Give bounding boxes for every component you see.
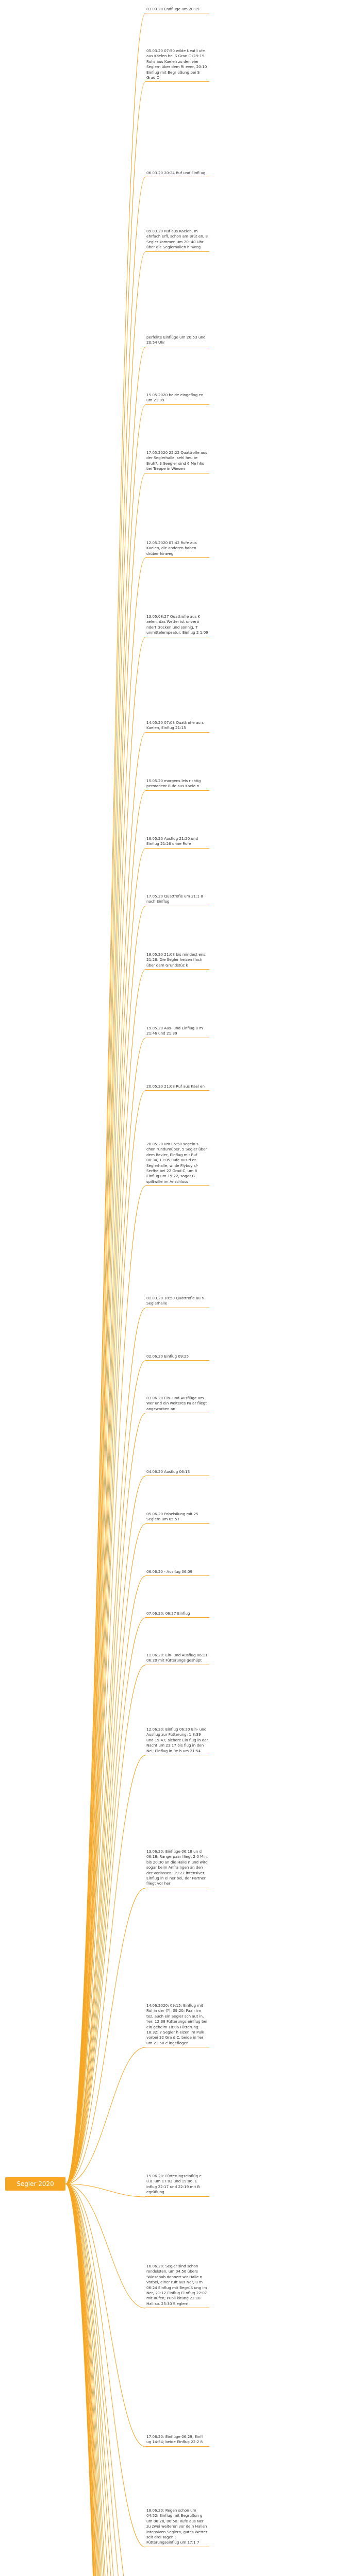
branch-entry[interactable]: 18.05.20 21:08 bis mindest ens. 21:26: Die Segler heizen flach über dem Grundstüc k: [145, 952, 209, 970]
branch-entry[interactable]: 18.06.20: Regen schon um 04:52; Einflug mit Begrüßun g um 06:28, 06:50: Rufe aus Ner zu zwei weiteren vor de n Hallen intensiven Seglern, gutes Wetter seit drei Tagen ; Fütterungseinflug um 17:1 7: [145, 2507, 209, 2547]
branch-entry[interactable]: 14.05.20 07:08 Quattrofle au s Kaelen, Einflug 21:15: [145, 720, 209, 733]
branch-entry[interactable]: perfekte Einflüge um 20:53 und 20:54 Uhr: [145, 334, 209, 347]
branch-entry[interactable]: 15.05.2020 beide eingeflog en um 21:09: [145, 392, 209, 405]
branch-entry[interactable]: 12.06.20: Einflug 06:20 Ein- und Ausflug zur Fütterung: 1 8:39 und 19:47; sichere Ein flug in der Nacht um 21:17 bis flug in den Nei; Einflug in Re h um 21:54: [145, 1726, 209, 1755]
branch-entry[interactable]: 20.05.20 21:08 Ruf aus Kael en: [145, 1083, 209, 1091]
branch-entry[interactable]: 17.05.2020 22:22 Quattrofle aus der Seglerhalle, sehl heu te Bruh?, 3 Seegler sind 6 Me hhs bei Treppe in Wiesen: [145, 450, 209, 473]
branch-entry[interactable]: 02.06.20 Einflug 09:25: [145, 1353, 209, 1361]
branch-entry[interactable]: 16.05.20 Ausflug 21:20 und Einflug 21:26 ohne Rufe: [145, 836, 209, 849]
branch-entry[interactable]: 13.06.20: Einflüge 06:18 un d 06:18; Rangerpaar fliegt 2 0 Min. bis 20:30 an die Halle n und wird sogar beim Anfra ngen an den der verlassen; 19:27 intensiver Einflug in ei ner bei, der Partner fliegt vor her: [145, 1849, 209, 1888]
branch-entry[interactable]: 13.05.08:27 Quattrofle aus K aelen, das Wetter ist unverä ndert trocken und sonnig, T unmittelempeatur, Einflug 2 1.09: [145, 614, 209, 637]
branch-entry[interactable]: 11.06.20: Ein- und Ausflug 06:11 06:20 mit Fütterungs geshüpt: [145, 1652, 209, 1665]
branch-entry[interactable]: 01.03.20 18:50 Quattrofle au s Seglerhalle: [145, 1295, 209, 1308]
branch-entry[interactable]: 17.06.20: Einflüge 06:29, Einfl ug 14:54; beide Einflug 22:2 8: [145, 2434, 209, 2447]
branch-entry[interactable]: 12.05.2020 07:42 Rufe aus Kaelen, die anderen haben drüber hinweg: [145, 540, 209, 558]
branch-entry[interactable]: 03.06.20 Ein- und Ausflüge am Wer und ein weiteres Pa ar fliegt angeworben an: [145, 1395, 209, 1413]
branch-entry[interactable]: 09.03.20 Ruf aus Kaelen, m ehrfach erfl, schon am Brüt en, 8 Segler kommen um 20: 40 Uhr über die Seglerhallen hinweg: [145, 228, 209, 252]
branch-entry[interactable]: 06.06.20 - Ausflug 06:09: [145, 1569, 209, 1576]
branch-entry[interactable]: 20.05.20 um 05:50 segeln s chon rundumüber, 5 Segler über dem Revier, Einflug mit Ruf 08:34, 11:05 Rufe aus d er Seglerhalle, wilde Flyboy s/-Serfhe bei 22 Grad C, um 8 Einflug um 19:22, sogar G spiltwille im Anschluss: [145, 1141, 209, 1186]
branch-entry[interactable]: 15.06.20: Fütterungseinflüg e u.a. um 17:02 und 19:06, E influg 22:17 und 22:19 mit B egrüßung: [145, 2173, 209, 2197]
branch-entry[interactable]: 06.03.20 20:24 Ruf und Einfl ug: [145, 170, 209, 177]
branch-entry[interactable]: 07.06.20: 06:27 Einflug: [145, 1611, 209, 1618]
branch-entry[interactable]: 14.06.2020: 09:15: Einflug mit Ruf in der (?), 09:20: Paa r im tez, auch ein Segler sch aut in, 'ier; 12:38 Fütterungs einflug bei ein geheim 18:06 Fütterung: 18:32: 7 Segler h eizen im Pulk vorbei 32 Gra d C, beide in 'ier um 21:50 e ingeflogen: [145, 2003, 209, 2047]
branch-entry[interactable]: 16.06.20: Segler sind schon rondelsten, um 04:56 übers 'Wiesepub donnert wir Halle n vorbei, einer ruft aus Ner, u m 06:24 Einflug mit Begrüß ung im Ner, 21:12 Einflug Ei nflug 22:07 mit Rufen; Publi kitung 22:18 Hall so. 25:30 S eglern: [145, 2263, 209, 2308]
branch-entry[interactable]: 05.06.20 Pobelsilung mit 25 Seglern um 05:57: [145, 1511, 209, 1524]
branch-entry[interactable]: 04.06.20 Ausflug 06:13: [145, 1469, 209, 1476]
branch-entry[interactable]: 19.05.20 Aus- und Einflug u m 21:46 und 21:39: [145, 1025, 209, 1038]
branch-entry[interactable]: 03.03.20 Endfluge um 20:19: [145, 6, 209, 13]
branch-entry[interactable]: 05.03.20 07:50 wilde Ueatli ufe aus Kaelen bei S Gran C (19:15 Ruhs aus Kaelen zu den vier Seglern über dem Ri ever, 20:10 Einflug mit Begr üßung bei S Grad C: [145, 48, 209, 82]
root-node[interactable]: Segler 2020: [5, 2177, 65, 2191]
branch-entry[interactable]: 15.05.20 morgens leis richtig permanent Rufe aus Kaele n: [145, 778, 209, 791]
branch-entry[interactable]: 17.05.20 Quattrofle um 21:1 8 nach Einflug: [145, 893, 209, 906]
